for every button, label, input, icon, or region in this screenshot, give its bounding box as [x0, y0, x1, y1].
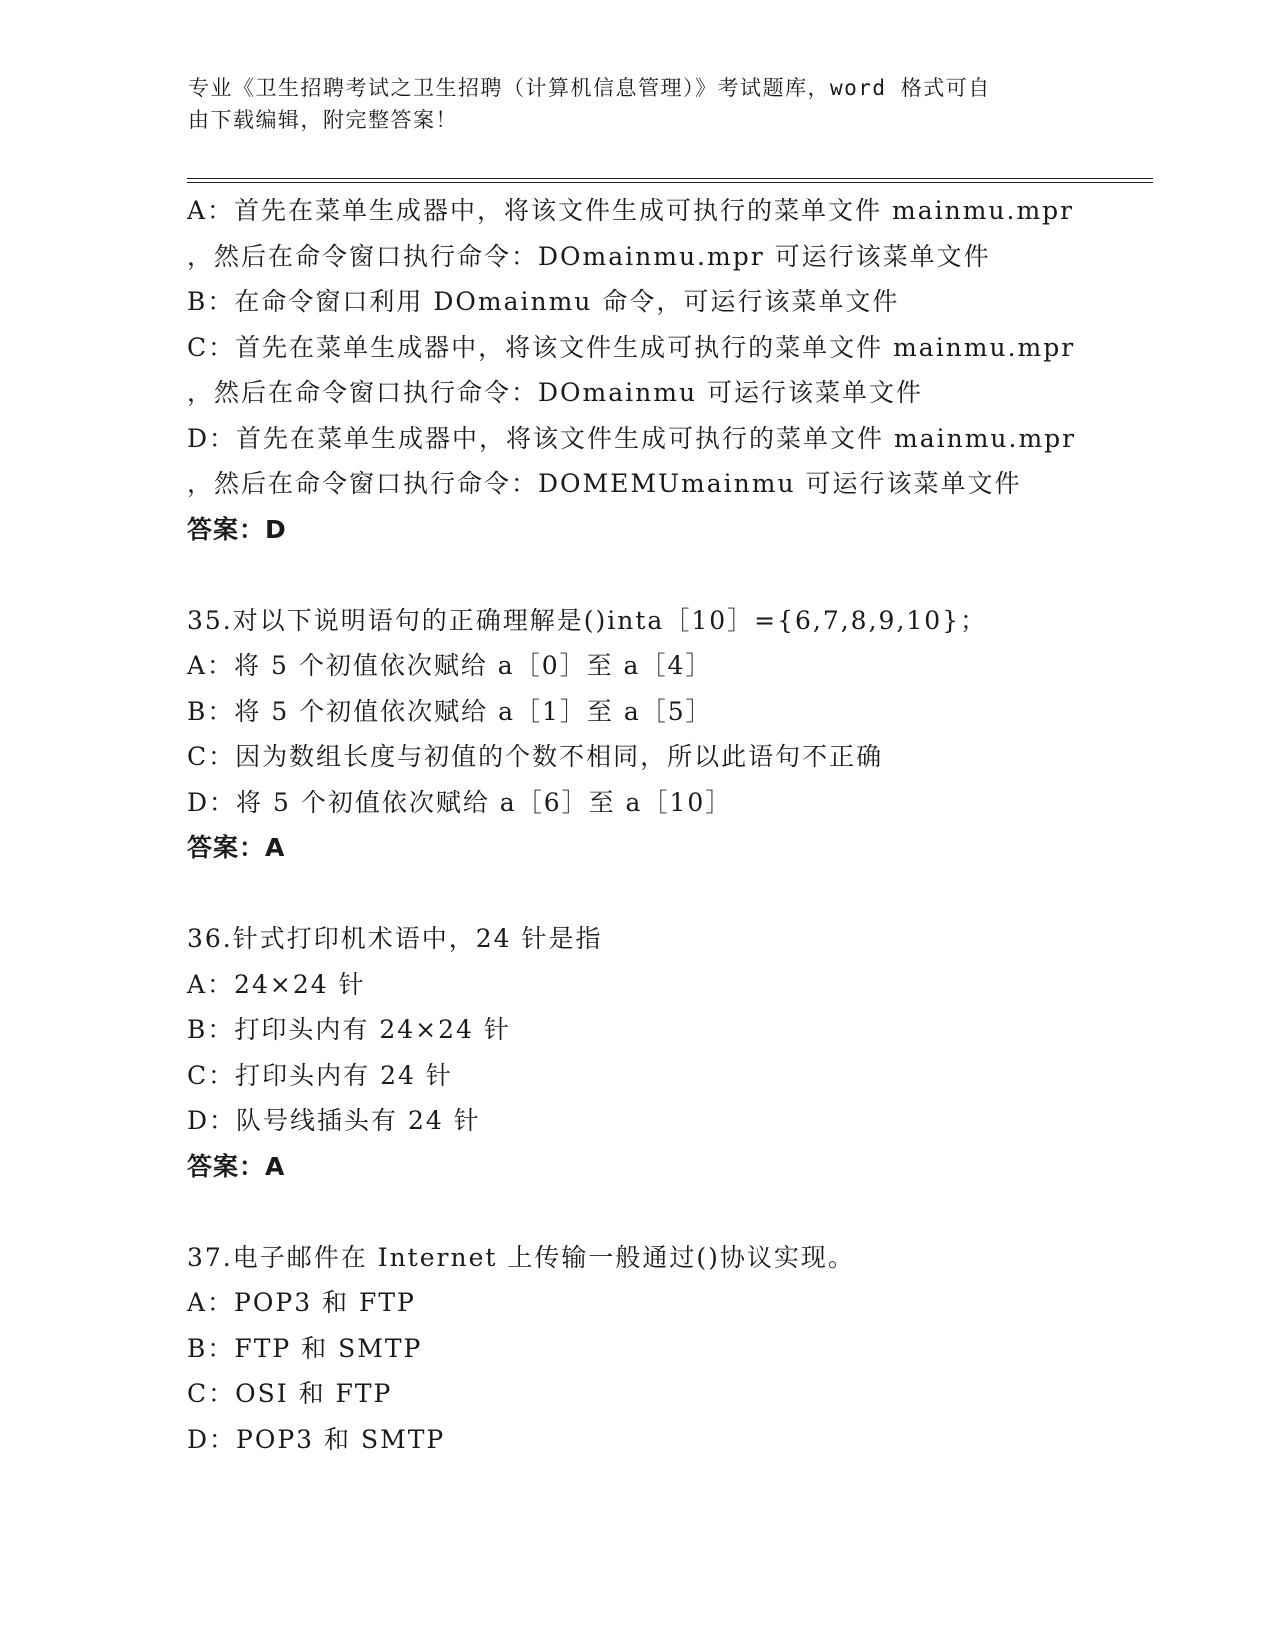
- option-d: D：队号线插头有 24 针: [187, 1106, 481, 1135]
- question-36: [187, 916, 1147, 1189]
- option-a-line-1: A：首先在菜单生成器中，将该文件生成可执行的菜单文件 mainmu.mpr: [187, 196, 1075, 225]
- option-a: A：24×24 针: [187, 969, 366, 999]
- option-d-line-2: ，然后在命令窗口执行命令：DOMEMUmainmu 可运行该菜单文件: [187, 469, 1022, 498]
- option-c: C：因为数组长度与初值的个数不相同，所以此语句不正确: [187, 742, 884, 771]
- spacer: [187, 552, 1147, 598]
- option-b: B：在命令窗口利用 DOmainmu 命令，可运行该菜单文件: [187, 287, 900, 316]
- header-line-1: 专业《卫生招聘考试之卫生招聘（计算机信息管理）》考试题库，word 格式可自: [188, 76, 991, 100]
- option-c: C：打印头内有 24 针: [187, 1060, 453, 1090]
- question-text: 36.针式打印机术语中，24 针是指: [187, 924, 603, 953]
- spacer: [187, 871, 1147, 917]
- page-header: [188, 72, 1068, 136]
- option-c-line-2: ，然后在命令窗口执行命令：DOmainmu 可运行该菜单文件: [187, 378, 924, 407]
- header-rule: [187, 178, 1153, 183]
- answer: 答案：D: [187, 514, 287, 544]
- question-text: 35.对以下说明语句的正确理解是()inta［10］={6,7,8,9,10}；: [187, 605, 988, 635]
- question-text: 37.电子邮件在 Internet 上传输一般通过()协议实现。: [187, 1242, 855, 1272]
- option-a: A：将 5 个初值依次赋给 a［0］至 a［4］: [187, 651, 713, 680]
- option-a-line-2: ，然后在命令窗口执行命令：DOmainmu.mpr 可运行该菜单文件: [187, 241, 991, 271]
- option-a: A：POP3 和 FTP: [187, 1288, 416, 1317]
- option-d-line-1: D：首先在菜单生成器中，将该文件生成可执行的菜单文件 mainmu.mpr: [187, 423, 1077, 453]
- option-b: B：FTP 和 SMTP: [187, 1333, 423, 1363]
- answer: 答案：A: [187, 1151, 286, 1181]
- option-c: C：OSI 和 FTP: [187, 1379, 393, 1408]
- question-34-options: [187, 188, 1147, 552]
- answer: 答案：A: [187, 833, 286, 862]
- question-list: [187, 188, 1147, 1462]
- question-35: [187, 598, 1147, 871]
- question-37: [187, 1235, 1147, 1463]
- option-b: B：将 5 个初值依次赋给 a［1］至 a［5］: [187, 696, 713, 726]
- option-d: D：POP3 和 SMTP: [187, 1424, 446, 1454]
- option-d: D：将 5 个初值依次赋给 a［6］至 a［10］: [187, 787, 733, 817]
- header-line-2: 由下载编辑，附完整答案！: [188, 108, 458, 132]
- option-b: B：打印头内有 24×24 针: [187, 1015, 511, 1044]
- spacer: [187, 1189, 1147, 1235]
- option-c-line-1: C：首先在菜单生成器中，将该文件生成可执行的菜单文件 mainmu.mpr: [187, 332, 1076, 362]
